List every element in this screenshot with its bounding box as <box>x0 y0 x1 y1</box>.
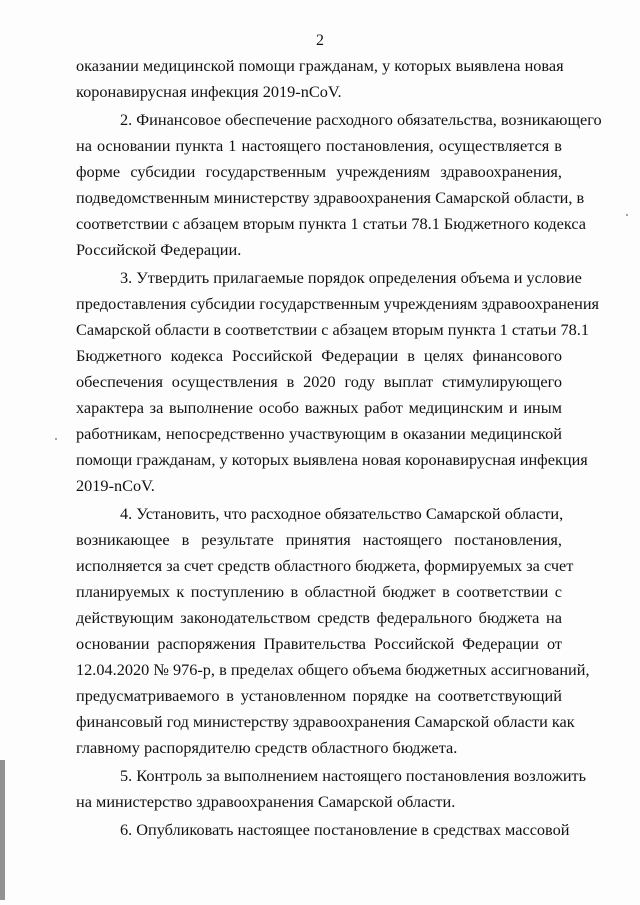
scan-speck <box>55 438 57 440</box>
scan-edge-shadow <box>0 760 5 900</box>
text-line: планируемых к поступлению в областной бюджет в соответствии с <box>76 582 562 601</box>
text-line: коронавирусная инфекция 2019-nCoV. <box>76 82 342 101</box>
text-line: характера за выполнение особо важных работ медицинским и иным <box>76 398 562 417</box>
text-line: подведомственным министерству здравоохранения Самарской области, в <box>76 188 585 207</box>
paragraph-4 <box>76 501 590 761</box>
text-line: предоставления субсидии государственным учреждениям здравоохранения <box>76 294 600 313</box>
text-line: предусматриваемого в установленном порядке на соответствующий <box>76 686 562 705</box>
text-line: оказании медицинской помощи гражданам, у которых выявлена новая <box>76 56 564 75</box>
paragraph-6 <box>76 817 570 843</box>
scan-speck <box>626 214 628 216</box>
text-line: Бюджетного кодекса Российской Федерации в целях финансового <box>76 346 562 365</box>
text-line: 5. Контроль за выполнением настоящего постановления возложить <box>120 766 587 785</box>
text-line: 4. Установить, что расходное обязательство Самарской области, <box>120 504 564 523</box>
text-line: 6. Опубликовать настоящее постановление в средствах массовой <box>120 820 570 839</box>
text-line: работникам, непосредственно участвующим в оказании медицинской <box>76 424 562 443</box>
paragraph-1-continuation <box>76 53 562 105</box>
text-line: помощи гражданам, у которых выявлена новая коронавирусная инфекция <box>76 450 588 469</box>
text-line: форме субсидии государственным учреждениям здравоохранения, <box>76 162 562 181</box>
paragraph-5 <box>76 763 587 815</box>
text-line: Российской Федерации. <box>76 240 242 259</box>
text-line: 12.04.2020 № 976-р, в пределах общего объема бюджетных ассигнований, <box>76 660 590 679</box>
text-line: исполняется за счет средств областного бюджета, формируемых за счет <box>76 556 574 575</box>
paragraph-2 <box>76 107 602 263</box>
text-line: действующим законодательством средств федерального бюджета на <box>76 608 562 627</box>
text-line: 2. Финансовое обеспечение расходного обязательства, возникающего <box>120 110 602 129</box>
text-line: на министерство здравоохранения Самарской области. <box>76 792 456 811</box>
text-line: 2019-nCoV. <box>76 476 155 495</box>
text-line: финансовый год министерству здравоохранения Самарской области как <box>76 712 575 731</box>
text-line: обеспечения осуществления в 2020 году выплат стимулирующего <box>76 372 562 391</box>
text-line: возникающее в результате принятия настоящего постановления, <box>76 530 562 549</box>
text-line: на основании пункта 1 настоящего постановления, осуществляется в <box>76 136 562 155</box>
document-body <box>76 53 602 843</box>
text-line: соответствии с абзацем вторым пункта 1 статьи 78.1 Бюджетного кодекса <box>76 214 587 233</box>
paragraph-3 <box>76 265 600 499</box>
text-line: Самарской области в соответствии с абзацем вторым пункта 1 статьи 78.1 <box>76 320 589 339</box>
text-line: основании распоряжения Правительства Российской Федерации от <box>76 634 562 653</box>
page-number: 2 <box>316 32 324 49</box>
text-line: 3. Утвердить прилагаемые порядок определения объема и условие <box>120 268 582 287</box>
text-line: главному распорядителю средств областного бюджета. <box>76 738 458 757</box>
